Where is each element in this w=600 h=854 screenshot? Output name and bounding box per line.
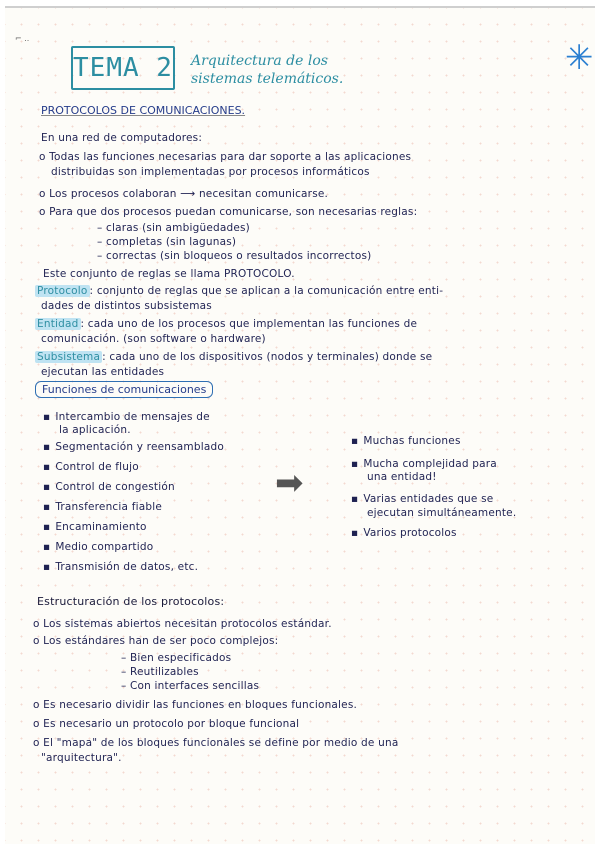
notes-page — [5, 6, 595, 844]
function-item-4: ▪ Control de congestión — [43, 481, 175, 493]
def-subsistema-text: : cada uno de los dispositivos (nodos y terminales) donde se — [102, 351, 433, 363]
consequence-2-cont: una entidad! — [367, 471, 437, 483]
consequence-3: ▪ Varias entidades que se — [351, 493, 493, 505]
snowflake-icon: ✳ — [565, 38, 594, 78]
def-entidad-line-2: comunicación. (son software o hardware) — [41, 333, 266, 345]
title-line-2: sistemas telemáticos. — [191, 71, 344, 87]
tema-label: TEMA 2 — [73, 53, 173, 83]
rules-note: Este conjunto de reglas se llama PROTOCOLO. — [43, 268, 295, 280]
def-protocolo-text: : conjunto de reglas que se aplican a la comunicación entre enti- — [89, 285, 444, 297]
term-protocolo: Protocolo — [37, 285, 88, 297]
function-item-6: ▪ Encaminamiento — [43, 521, 147, 533]
struct-line-5: o El "mapa" de los bloques funcionales se define por medio de una — [33, 737, 399, 749]
function-item-5: ▪ Transferencia fiable — [43, 501, 162, 513]
section-heading-structuring: Estructuración de los protocolos: — [37, 595, 225, 608]
def-entidad-text: : cada uno de los procesos que implementan las funciones de — [80, 318, 418, 330]
def-subsistema-line-2: ejecutan las entidades — [41, 366, 165, 378]
intro-line: En una red de computadores: — [41, 132, 203, 144]
page-title — [191, 52, 343, 88]
rule-3: – correctas (sin bloqueos o resultados incorrectos) — [97, 250, 372, 262]
struct-sub-1: – Bien especificados — [121, 652, 232, 664]
struct-line-3: o Es necesario dividir las funciones en bloques funcionales. — [33, 699, 358, 711]
term-subsistema: Subsistema — [37, 351, 101, 363]
title-line-1: Arquitectura de los — [191, 53, 328, 69]
right-arrow-icon: ➡ — [275, 463, 304, 503]
struct-line-2: o Los estándares han de ser poco complejos: — [33, 635, 279, 647]
section-heading-protocols: PROTOCOLOS DE COMUNICACIONES. — [41, 104, 246, 117]
function-item-3: ▪ Control de flujo — [43, 461, 139, 473]
def-protocolo — [35, 285, 443, 297]
rule-1: – claras (sin ambigüedades) — [97, 222, 250, 234]
struct-line-5-cont: "arquitectura". — [41, 752, 122, 764]
def-subsistema — [35, 351, 432, 363]
function-item-7: ▪ Medio compartido — [43, 541, 153, 553]
term-entidad: Entidad — [37, 318, 79, 330]
para-2: o Los procesos colaboran ⟶ necesitan comunicarse. — [39, 188, 329, 200]
consequence-1: ▪ Muchas funciones — [351, 435, 461, 447]
consequence-2: ▪ Mucha complejidad para — [351, 458, 497, 470]
def-entidad — [35, 318, 417, 330]
tema-box — [71, 46, 175, 90]
function-item-1-cont: la aplicación. — [59, 424, 131, 436]
para-1-line-1: o Todas las funciones necesarias para dar soporte a las aplicaciones — [39, 151, 412, 163]
corner-mark: ⌐ .. — [15, 34, 30, 43]
struct-line-4: o Es necesario un protocolo por bloque funcional — [33, 718, 300, 730]
consequence-3-cont: ejecutan simultáneamente. — [367, 507, 517, 519]
para-1-line-2: distribuidas son implementadas por procesos informáticos — [51, 166, 370, 178]
functions-heading: Funciones de comunicaciones — [35, 381, 213, 398]
struct-sub-2: – Reutilizables — [121, 666, 199, 678]
def-protocolo-line-2: dades de distintos subsistemas — [41, 300, 212, 312]
function-item-8: ▪ Transmisión de datos, etc. — [43, 561, 198, 573]
function-item-2: ▪ Segmentación y reensamblado — [43, 441, 224, 453]
struct-sub-3: – Con interfaces sencillas — [121, 680, 260, 692]
struct-line-1: o Los sistemas abiertos necesitan protocolos estándar. — [33, 618, 332, 630]
function-item-1: ▪ Intercambio de mensajes de — [43, 411, 210, 423]
rule-2: – completas (sin lagunas) — [97, 236, 237, 248]
para-3: o Para que dos procesos puedan comunicarse, son necesarias reglas: — [39, 206, 418, 218]
consequence-4: ▪ Varios protocolos — [351, 527, 457, 539]
